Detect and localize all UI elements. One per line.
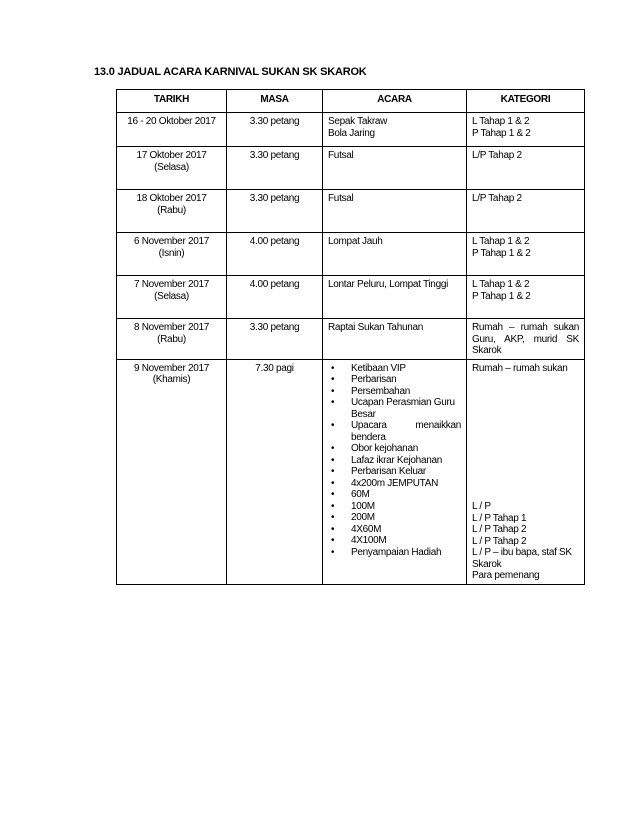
list-item: • 4X60M bbox=[328, 524, 461, 536]
date-cell: 9 November 2017 (Khamis) bbox=[117, 359, 227, 584]
list-item: • 200M bbox=[328, 512, 461, 524]
category-line: L / P – ibu bapa, staf SK Skarok bbox=[472, 547, 572, 570]
header-acara: ACARA bbox=[323, 90, 467, 113]
event-cell bbox=[323, 359, 467, 584]
date-cell: 7 November 2017 (Selasa) bbox=[117, 276, 227, 319]
schedule-table bbox=[116, 89, 585, 585]
category-cell: Rumah – rumah sukan L / P L / P Tahap 1 L / P Tahap 2 L / P Tahap 2 L / P – ibu bapa, staf SK Skarok Para pemenang bbox=[467, 359, 585, 584]
event-cell: Lompat Jauh bbox=[323, 233, 467, 276]
date-cell: 18 Oktober 2017 (Rabu) bbox=[117, 190, 227, 233]
event-cell: Futsal bbox=[323, 190, 467, 233]
time-cell: 4.00 petang bbox=[227, 233, 323, 276]
list-item: • Ucapan Perasmian Guru Besar bbox=[328, 397, 461, 420]
header-row bbox=[117, 90, 585, 113]
category-cell: L/P Tahap 2 bbox=[467, 190, 585, 233]
time-cell: 3.30 petang bbox=[227, 147, 323, 190]
list-item: • Penyampaian Hadiah bbox=[328, 547, 461, 559]
date-cell: 16 - 20 Oktober 2017 bbox=[117, 113, 227, 147]
date-cell: 6 November 2017 (Isnin) bbox=[117, 233, 227, 276]
time-cell: 3.30 petang bbox=[227, 190, 323, 233]
schedule-heading: 13.0 JADUAL ACARA KARNIVAL SUKAN SK SKAROK bbox=[94, 66, 367, 78]
header-kategori: KATEGORI bbox=[467, 90, 585, 113]
list-item: • Persembahan bbox=[328, 386, 461, 398]
event-cell: Futsal bbox=[323, 147, 467, 190]
header-tarikh: TARIKH bbox=[117, 90, 227, 113]
table-row bbox=[117, 113, 585, 147]
category-line: L / P Tahap 2 bbox=[472, 535, 527, 547]
table-row bbox=[117, 147, 585, 190]
category-cell: Rumah – rumah sukan Guru, AKP, murid SK Skarok bbox=[467, 319, 585, 360]
table-row bbox=[117, 233, 585, 276]
list-item: • Upacara menaikkan bendera bbox=[328, 420, 461, 443]
table-row-final bbox=[117, 359, 585, 584]
category-cell: L Tahap 1 & 2 P Tahap 1 & 2 bbox=[467, 276, 585, 319]
event-cell: Sepak Takraw Bola Jaring bbox=[323, 113, 467, 147]
table-row bbox=[117, 190, 585, 233]
list-item: • Perbarisan bbox=[328, 374, 461, 386]
list-item: • Perbarisan Keluar bbox=[328, 466, 461, 478]
event-cell: Lontar Peluru, Lompat Tinggi bbox=[323, 276, 467, 319]
header-masa: MASA bbox=[227, 90, 323, 113]
list-item: • 4X100M bbox=[328, 535, 461, 547]
date-cell: 17 Oktober 2017 (Selasa) bbox=[117, 147, 227, 190]
list-item: • Ketibaan VIP bbox=[328, 363, 461, 375]
list-item: • Lafaz ikrar Kejohanan bbox=[328, 455, 461, 467]
time-cell: 3.30 petang bbox=[227, 319, 323, 360]
table-row bbox=[117, 319, 585, 360]
activity-list bbox=[328, 363, 461, 559]
time-cell: 4.00 petang bbox=[227, 276, 323, 319]
category-line: Para pemenang bbox=[472, 570, 540, 581]
category-line: L / P Tahap 2 bbox=[472, 524, 527, 535]
list-item: • 100M bbox=[328, 501, 461, 513]
list-item: • 60M bbox=[328, 489, 461, 501]
list-item: • 4x200m JEMPUTAN bbox=[328, 478, 461, 490]
time-cell: 7.30 pagi bbox=[227, 359, 323, 584]
category-cell: L Tahap 1 & 2 P Tahap 1 & 2 bbox=[467, 113, 585, 147]
category-cell: L/P Tahap 2 bbox=[467, 147, 585, 190]
event-cell: Raptai Sukan Tahunan bbox=[323, 319, 467, 360]
category-line: L / P bbox=[472, 501, 491, 512]
category-line: L / P Tahap 1 bbox=[472, 512, 527, 524]
list-item: • Obor kejohanan bbox=[328, 443, 461, 455]
time-cell: 3.30 petang bbox=[227, 113, 323, 147]
table-row bbox=[117, 276, 585, 319]
date-cell: 8 November 2017 (Rabu) bbox=[117, 319, 227, 360]
category-cell: L Tahap 1 & 2 P Tahap 1 & 2 bbox=[467, 233, 585, 276]
